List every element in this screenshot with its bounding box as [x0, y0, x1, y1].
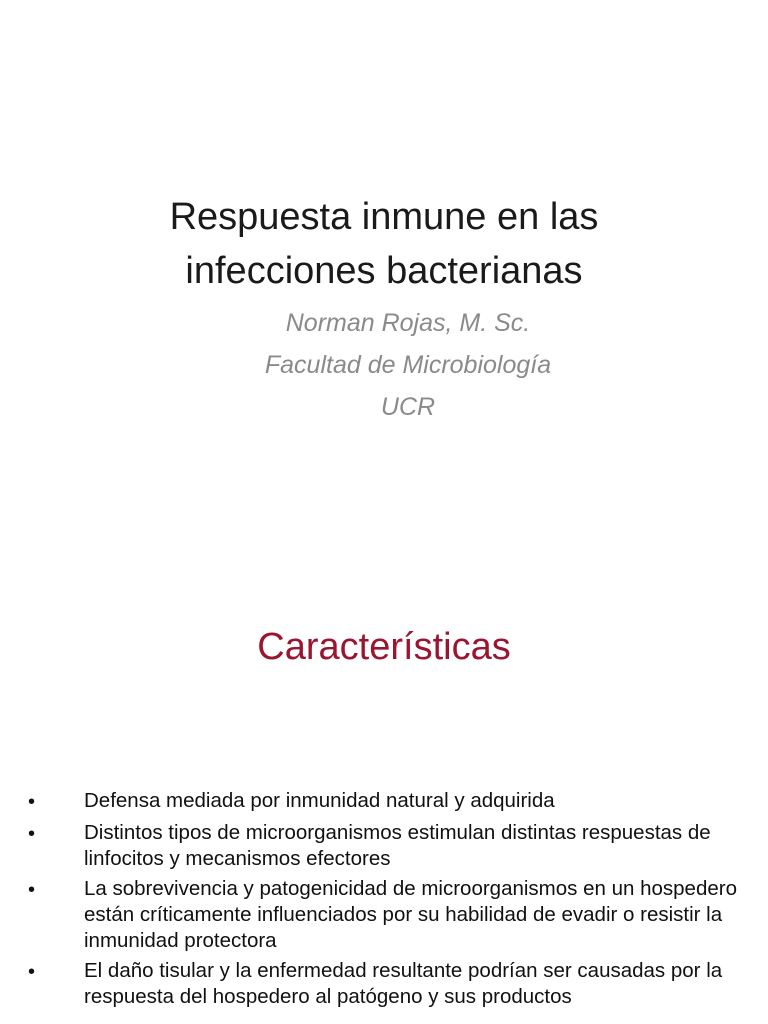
university-name: UCR [380, 393, 436, 421]
presentation-title [0, 190, 768, 298]
bullet-text: El daño tisular y la enfermedad resultante podrían ser causadas por la respuesta del hospedero al patógeno y sus productos [84, 959, 723, 1008]
bullet-icon: • [28, 879, 36, 901]
list-item [28, 958, 758, 1010]
content-slide [0, 512, 768, 1024]
title-line-2: infecciones bacterianas [185, 250, 583, 292]
presentation-subtitle [196, 302, 620, 428]
bullet-icon: • [28, 791, 36, 813]
list-item [28, 820, 758, 872]
slide-heading: Características [257, 626, 511, 668]
faculty-name: Facultad de Microbiología [264, 351, 552, 379]
bullet-text: Distintos tipos de microorganismos estimulan distintas respuestas de linfocitos y mecanismos efectores [84, 821, 711, 870]
bullet-list [28, 788, 758, 1014]
bullet-text: La sobrevivencia y patogenicidad de microorganismos en un hospedero están críticamente influenciados por su habilidad de evadir o resistir la inmunidad protectora [84, 877, 737, 952]
bullet-icon: • [28, 961, 36, 983]
title-line-1: Respuesta inmune en las [169, 196, 599, 238]
bullet-text: Defensa mediada por inmunidad natural y adquirida [84, 789, 555, 812]
list-item [28, 876, 758, 954]
author-name: Norman Rojas, M. Sc. [285, 309, 531, 337]
bullet-icon: • [28, 823, 36, 845]
list-item [28, 788, 758, 816]
